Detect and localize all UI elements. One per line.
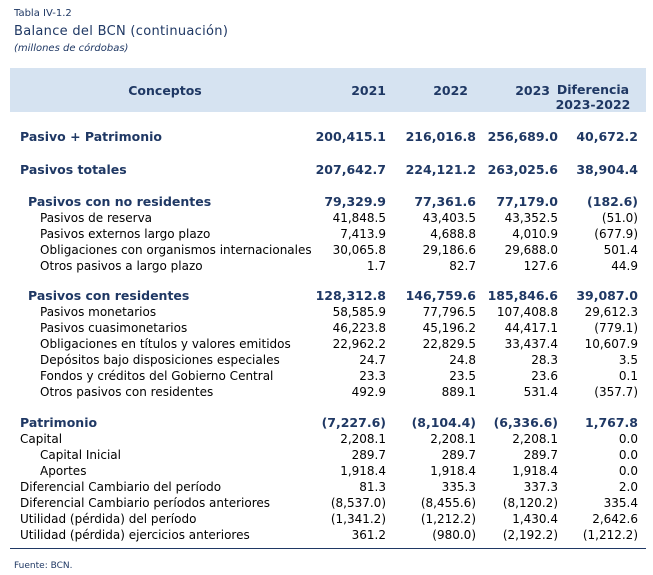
value-2021: (8,537.0) — [330, 496, 386, 510]
table-row — [10, 495, 646, 511]
value-diferencia: 3.5 — [618, 353, 638, 367]
value-2022: 889.1 — [441, 385, 476, 399]
row-label: Capital — [20, 432, 63, 446]
value-2023: 2,208.1 — [512, 432, 558, 446]
table-row — [10, 129, 646, 145]
source-note: Fuente: BCN. — [14, 561, 73, 571]
value-2021: 289.7 — [351, 448, 386, 462]
diferencia-period: 2023-2022 — [555, 97, 631, 112]
row-label: Fondos y créditos del Gobierno Central — [40, 369, 274, 383]
row-label: Pasivo + Patrimonio — [20, 129, 162, 144]
value-2022: 23.5 — [449, 369, 476, 383]
value-2021: 200,415.1 — [315, 129, 386, 144]
value-2023: 256,689.0 — [487, 129, 558, 144]
value-2022: (980.0) — [432, 528, 476, 542]
value-2021: 1,918.4 — [340, 464, 386, 478]
value-2021: 22,962.2 — [332, 337, 386, 351]
table-row — [10, 384, 646, 400]
table-row — [10, 336, 646, 352]
value-2021: (7,227.6) — [321, 415, 386, 430]
row-label: Patrimonio — [20, 415, 98, 430]
value-2023: 185,846.6 — [487, 288, 558, 303]
value-diferencia: (677.9) — [594, 227, 638, 241]
table-row — [10, 447, 646, 463]
value-2022: 43,403.5 — [422, 211, 476, 225]
table-row — [10, 479, 646, 495]
value-2021: 2,208.1 — [340, 432, 386, 446]
table-row — [10, 368, 646, 384]
value-2023: 43,352.5 — [504, 211, 558, 225]
row-label: Pasivos monetarios — [40, 305, 157, 319]
value-2021: 23.3 — [359, 369, 386, 383]
value-diferencia: 39,087.0 — [576, 288, 638, 303]
row-label: Otros pasivos a largo plazo — [40, 259, 203, 273]
row-label: Otros pasivos con residentes — [40, 385, 214, 399]
value-2021: 128,312.8 — [315, 288, 386, 303]
value-diferencia: 38,904.4 — [576, 162, 638, 177]
table-row — [10, 320, 646, 336]
value-2023: (6,336.6) — [493, 415, 558, 430]
value-2021: 58,585.9 — [332, 305, 386, 319]
value-diferencia: 0.1 — [618, 369, 638, 383]
value-2022: (8,455.6) — [420, 496, 476, 510]
value-2021: 1.7 — [366, 259, 386, 273]
row-label: Pasivos externos largo plazo — [40, 227, 211, 241]
value-2022: 77,361.6 — [414, 194, 476, 209]
value-2023: 33,437.4 — [504, 337, 558, 351]
value-2022: 2,208.1 — [430, 432, 476, 446]
row-label: Diferencial Cambiario períodos anteriores — [20, 496, 271, 510]
table-row — [10, 258, 646, 274]
row-label: Pasivos cuasimonetarios — [40, 321, 188, 335]
value-diferencia: 2.0 — [618, 480, 638, 494]
row-label: Depósitos bajo disposiciones especiales — [40, 353, 280, 367]
value-diferencia: (1,212.2) — [582, 528, 638, 542]
value-2022: 216,016.8 — [405, 129, 476, 144]
row-label: Utilidad (pérdida) ejercicios anteriores — [20, 528, 250, 542]
value-2023: (8,120.2) — [502, 496, 558, 510]
value-2021: 207,642.7 — [315, 162, 386, 177]
table-row — [10, 304, 646, 320]
table-row — [10, 511, 646, 527]
table-row — [10, 226, 646, 242]
row-label: Capital Inicial — [40, 448, 121, 462]
value-2023: 289.7 — [523, 448, 558, 462]
value-diferencia: 0.0 — [618, 464, 638, 478]
value-2023: 44,417.1 — [504, 321, 558, 335]
row-label: Pasivos de reserva — [40, 211, 153, 225]
value-2021: 81.3 — [359, 480, 386, 494]
value-diferencia: (779.1) — [594, 321, 638, 335]
value-diferencia: 29,612.3 — [584, 305, 638, 319]
table-row — [10, 210, 646, 226]
value-2023: 4,010.9 — [512, 227, 558, 241]
value-2023: 23.6 — [531, 369, 558, 383]
value-2022: 45,196.2 — [422, 321, 476, 335]
column-header-2022: 2022 — [433, 82, 468, 98]
value-2022: (8,104.4) — [411, 415, 476, 430]
value-2022: 77,796.5 — [422, 305, 476, 319]
value-2021: 46,223.8 — [332, 321, 386, 335]
row-label: Pasivos totales — [20, 162, 127, 177]
value-2021: 24.7 — [359, 353, 386, 367]
value-2023: 263,025.6 — [487, 162, 558, 177]
row-label: Obligaciones con organismos internacionales — [40, 243, 312, 257]
value-2023: (2,192.2) — [502, 528, 558, 542]
value-2023: 28.3 — [531, 353, 558, 367]
value-2022: 4,688.8 — [430, 227, 476, 241]
value-2022: 335.3 — [441, 480, 476, 494]
value-2023: 107,408.8 — [496, 305, 558, 319]
value-2022: 289.7 — [441, 448, 476, 462]
value-2021: 492.9 — [351, 385, 386, 399]
value-2022: 224,121.2 — [405, 162, 476, 177]
value-2023: 77,179.0 — [496, 194, 558, 209]
value-2023: 1,918.4 — [512, 464, 558, 478]
value-diferencia: 1,767.8 — [585, 415, 638, 430]
column-header-2023: 2023 — [515, 82, 550, 98]
table-header — [10, 68, 646, 112]
table-row — [10, 463, 646, 479]
table-number: Tabla IV-1.2 — [14, 8, 72, 19]
value-2022: 82.7 — [449, 259, 476, 273]
table-row — [10, 194, 646, 210]
table-row — [10, 527, 646, 543]
value-2022: 22,829.5 — [422, 337, 476, 351]
table-unit: (millones de córdobas) — [14, 43, 129, 54]
table-row — [10, 431, 646, 447]
value-diferencia: 0.0 — [618, 432, 638, 446]
table-row — [10, 162, 646, 178]
value-diferencia: (357.7) — [594, 385, 638, 399]
table-row — [10, 352, 646, 368]
row-label: Pasivos con no residentes — [28, 194, 212, 209]
value-2023: 531.4 — [523, 385, 558, 399]
column-header-2021: 2021 — [351, 82, 386, 98]
value-2021: 361.2 — [351, 528, 386, 542]
row-label: Diferencial Cambiario del período — [20, 480, 222, 494]
value-diferencia: (51.0) — [601, 211, 638, 225]
value-2021: (1,341.2) — [330, 512, 386, 526]
value-diferencia: 10,607.9 — [584, 337, 638, 351]
value-diferencia: (182.6) — [587, 194, 638, 209]
table-title: Balance del BCN (continuación) — [14, 24, 229, 39]
row-label: Utilidad (pérdida) del período — [20, 512, 197, 526]
value-2021: 30,065.8 — [332, 243, 386, 257]
value-2023: 1,430.4 — [512, 512, 558, 526]
bottom-rule — [10, 548, 646, 549]
value-diferencia: 2,642.6 — [592, 512, 638, 526]
value-diferencia: 44.9 — [611, 259, 638, 273]
value-diferencia: 0.0 — [618, 448, 638, 462]
row-label: Aportes — [40, 464, 87, 478]
table-row — [10, 242, 646, 258]
value-2023: 127.6 — [523, 259, 558, 273]
value-2022: 24.8 — [449, 353, 476, 367]
value-2021: 79,329.9 — [324, 194, 386, 209]
row-label: Pasivos con residentes — [28, 288, 190, 303]
value-diferencia: 501.4 — [603, 243, 638, 257]
diferencia-label: Diferencia — [556, 82, 630, 97]
value-diferencia: 335.4 — [603, 496, 638, 510]
row-label: Obligaciones en títulos y valores emitidos — [40, 337, 291, 351]
column-header-conceptos: Conceptos — [128, 82, 202, 98]
value-2022: 29,186.6 — [422, 243, 476, 257]
value-2023: 29,688.0 — [504, 243, 558, 257]
value-diferencia: 40,672.2 — [576, 129, 638, 144]
table-row — [10, 288, 646, 304]
table-row — [10, 415, 646, 431]
value-2022: 1,918.4 — [430, 464, 476, 478]
value-2023: 337.3 — [523, 480, 558, 494]
value-2021: 41,848.5 — [332, 211, 386, 225]
column-header-diferencia — [550, 68, 636, 112]
value-2021: 7,413.9 — [340, 227, 386, 241]
value-2022: 146,759.6 — [405, 288, 476, 303]
value-2022: (1,212.2) — [420, 512, 476, 526]
